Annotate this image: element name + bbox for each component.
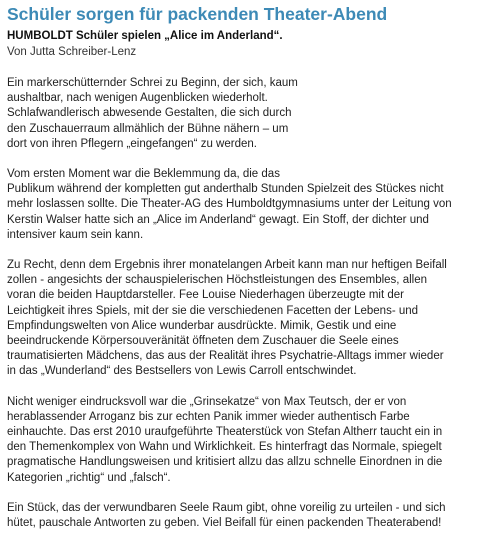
- text-line: dort von ihren Pflegern „eingefangen“ zu werden.: [7, 137, 257, 150]
- text-line: traumatisierten Mädchens, das aus der Realität ihres Psychatrie-Alltags immer wieder: [7, 350, 444, 363]
- text-line: herablassender Arroganz bis zur echten Panik immer wieder authentisch Farbe: [7, 410, 410, 423]
- text-line: Vom ersten Moment war die Beklemmung da, die das: [7, 168, 280, 181]
- text-line: voran die beiden Hauptdarsteller. Fee Louise Niederhagen überzeugte mit der: [7, 289, 405, 302]
- text-line: in das „Wunderland“ des Bestsellers von Lewis Carroll entschwindet.: [7, 365, 357, 378]
- article-paragraph: [7, 501, 489, 531]
- text-line: zollen - angesichts der schauspielerischen Höchstleistungen des Ensembles, allen: [7, 274, 427, 287]
- text-line: Empfindungswelten von Alice wunderbar ausdrückte. Mimik, Gestik und eine: [7, 319, 397, 332]
- article-paragraph: [7, 258, 489, 380]
- text-line: Publikum während der kompletten gut anderthalb Stunden Spielzeit des Stückes nicht: [7, 183, 444, 196]
- article-subheadline: HUMBOLDT Schüler spielen „Alice im Anderland“.: [7, 30, 283, 42]
- text-line: mehr loslassen sollte. Die Theater-AG des Humboldtgymnasiums unter der Leitung von: [7, 198, 452, 211]
- text-line: den Zuschauerraum allmählich der Bühne nähern – um: [7, 122, 289, 135]
- article-paragraph: [7, 395, 489, 486]
- text-line: Kategorien „richtig“ und „falsch“.: [7, 471, 171, 484]
- article-headline: Schüler sorgen für packenden Theater-Abend: [7, 4, 388, 24]
- text-line: beeindruckende Körpersouveränität öffneten dem Zuschauer die Seele eines: [7, 335, 399, 348]
- article-paragraph: [7, 76, 489, 152]
- text-line: Ein markerschütternder Schrei zu Beginn, der sich, kaum: [7, 77, 298, 89]
- text-line: pragmatische Handlungsweisen und kritisiert allzu das allzu schnelle Einordnen in die: [7, 456, 443, 469]
- article: [7, 0, 489, 531]
- text-line: den Themenkomplex von Wahn und Wirklichkeit. Es hinterfragt das Normale, spiegelt: [7, 441, 442, 454]
- text-line: Leichtigkeit ihres Spiels, mit der sie die verschiedenen Facetten der Lebens- und: [7, 304, 419, 317]
- text-line: hütet, pauschale Antworten zu geben. Viel Beifall für einen packenden Theaterabend!: [7, 517, 442, 530]
- text-line: Nicht weniger eindrucksvoll war die „Grinsekatze“ von Max Teutsch, der er von: [7, 395, 407, 408]
- text-line: intensiver kaum sein kann.: [7, 228, 144, 241]
- article-byline: Von Jutta Schreiber-Lenz: [7, 46, 137, 58]
- text-line: Schlafwandlerisch abwesende Gestalten, die sich durch: [7, 107, 292, 120]
- text-line: einhauchte. Das erst 2010 uraufgeführte Theaterstück von Stefan Altherr taucht ein in: [7, 426, 443, 439]
- text-line: Zu Recht, denn dem Ergebnis ihrer monatelangen Arbeit kann man nur heftigen Beifall: [7, 259, 447, 272]
- article-paragraph: [7, 167, 489, 243]
- text-line: Kerstin Walser hatte sich an „Alice im Anderland“ gewagt. Ein Stoff, der dichter und: [7, 213, 429, 226]
- text-line: aushaltbar, nach wenigen Augenblicken wiederholt.: [7, 92, 268, 105]
- text-line: Ein Stück, das der verwundbaren Seele Raum gibt, ohne voreilig zu urteilen - und sich: [7, 501, 446, 514]
